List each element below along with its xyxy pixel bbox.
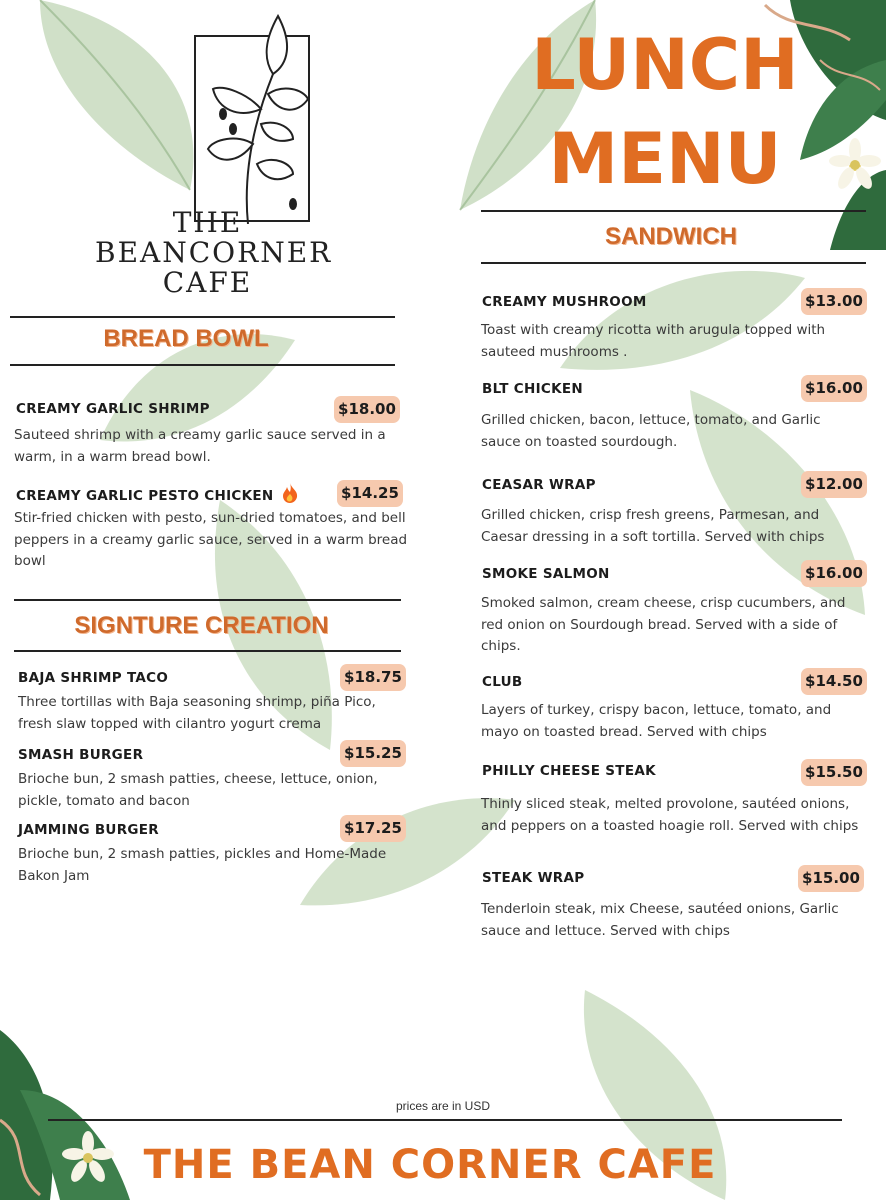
- bread-bowl-title: BREAD BOWL: [103, 325, 269, 352]
- footer-title: THE BEAN CORNER CAFE: [143, 1142, 717, 1188]
- price-badge: $14.50: [801, 668, 867, 695]
- price-badge: $12.00: [801, 471, 867, 498]
- leaf-decoration-top-left: [20, 0, 220, 200]
- menu-item-description: Brioche bun, 2 smash patties, cheese, lettuce, onion, pickle, tomato and bacon: [18, 771, 378, 809]
- menu-item-description: Sauteed shrimp with a creamy garlic sauce served in a warm, in a warm bread bowl.: [14, 427, 386, 465]
- menu-item-description: Three tortillas with Baja seasoning shrimp, piña Pico, fresh slaw topped with cilantro yogurt crema: [18, 694, 376, 732]
- menu-item-description: Brioche bun, 2 smash patties, pickles and Home-Made Bakon Jam: [18, 846, 387, 884]
- menu-title-line-1: LUNCH: [531, 24, 799, 106]
- menu-item-name: CLUB: [482, 674, 523, 690]
- price-badge: $18.75: [340, 664, 406, 691]
- brand-line-1: THE: [172, 206, 243, 239]
- menu-item-description: Grilled chicken, bacon, lettuce, tomato, and Garlic sauce on toasted sourdough.: [481, 412, 821, 450]
- menu-item-name: PHILLY CHEESE STEAK: [482, 763, 656, 779]
- menu-item-name: JAMMING BURGER: [18, 822, 159, 838]
- price-badge: $17.25: [340, 815, 406, 842]
- menu-item-description: Smoked salmon, cream cheese, crisp cucumbers, and red onion on Sourdough bread. Served with a side of chips.: [481, 595, 846, 654]
- brand-line-2: BEANCORNER: [95, 236, 333, 269]
- brand-name: [95, 206, 333, 299]
- menu-item-name: SMOKE SALMON: [482, 566, 610, 582]
- signature-rule-bottom: [14, 650, 401, 652]
- menu-item-description: Tenderloin steak, mix Cheese, sautéed onions, Garlic sauce and lettuce. Served with chips: [481, 901, 839, 939]
- tropical-leaves-bottom-left: [0, 1030, 150, 1200]
- price-badge: $14.25: [337, 480, 403, 507]
- menu-item-name-text: CREAMY GARLIC PESTO CHICKEN: [16, 488, 274, 504]
- menu-item-name: SMASH BURGER: [18, 747, 144, 763]
- menu-item-description: Layers of turkey, crispy bacon, lettuce, tomato, and mayo on toasted bread. Served with chips: [481, 702, 832, 740]
- coffee-branch-logo: [193, 14, 313, 224]
- menu-item-description: Stir-fried chicken with pesto, sun-dried tomatoes, and bell peppers in a creamy garlic sauce, served in a warm bread bowl: [14, 510, 408, 569]
- price-badge: $16.00: [801, 375, 867, 402]
- price-badge: $15.00: [798, 865, 864, 892]
- fire-icon: [282, 483, 298, 507]
- price-badge: $13.00: [801, 288, 867, 315]
- bread-bowl-rule-bottom: [10, 364, 395, 366]
- brand-line-3: CAFE: [162, 266, 253, 299]
- menu-title-line-2: MENU: [548, 118, 782, 200]
- currency-note: prices are in USD: [395, 1099, 491, 1113]
- menu-item-description: Grilled chicken, crisp fresh greens, Parmesan, and Caesar dressing in a soft tortilla. Served with chips: [481, 507, 825, 545]
- menu-title: [500, 18, 830, 206]
- menu-item-description: Toast with creamy ricotta with arugula topped with sauteed mushrooms .: [481, 322, 826, 360]
- menu-item-name: BAJA SHRIMP TACO: [18, 670, 169, 686]
- footer-rule: [48, 1119, 842, 1121]
- menu-item-name: [16, 483, 298, 507]
- menu-item-name: CEASAR WRAP: [482, 477, 596, 493]
- menu-item-name: STEAK WRAP: [482, 870, 585, 886]
- signature-title: SIGNTURE CREATION: [74, 612, 329, 639]
- menu-item-name: CREAMY MUSHROOM: [482, 294, 647, 310]
- menu-item-name: CREAMY GARLIC SHRIMP: [16, 401, 210, 417]
- price-badge: $18.00: [334, 396, 400, 423]
- price-badge: $16.00: [801, 560, 867, 587]
- price-badge: $15.50: [801, 759, 867, 786]
- sandwich-title: SANDWICH: [605, 223, 737, 250]
- sandwich-rule-bottom: [481, 262, 866, 264]
- menu-item-description: Thinly sliced steak, melted provolone, sautéed onions, and peppers on a toasted hoagie roll. Served with chips: [481, 796, 859, 834]
- signature-rule-top: [14, 599, 401, 601]
- bread-bowl-rule-top: [10, 316, 395, 318]
- menu-item-name: BLT CHICKEN: [482, 381, 583, 397]
- sandwich-rule-top: [481, 210, 866, 212]
- price-badge: $15.25: [340, 740, 406, 767]
